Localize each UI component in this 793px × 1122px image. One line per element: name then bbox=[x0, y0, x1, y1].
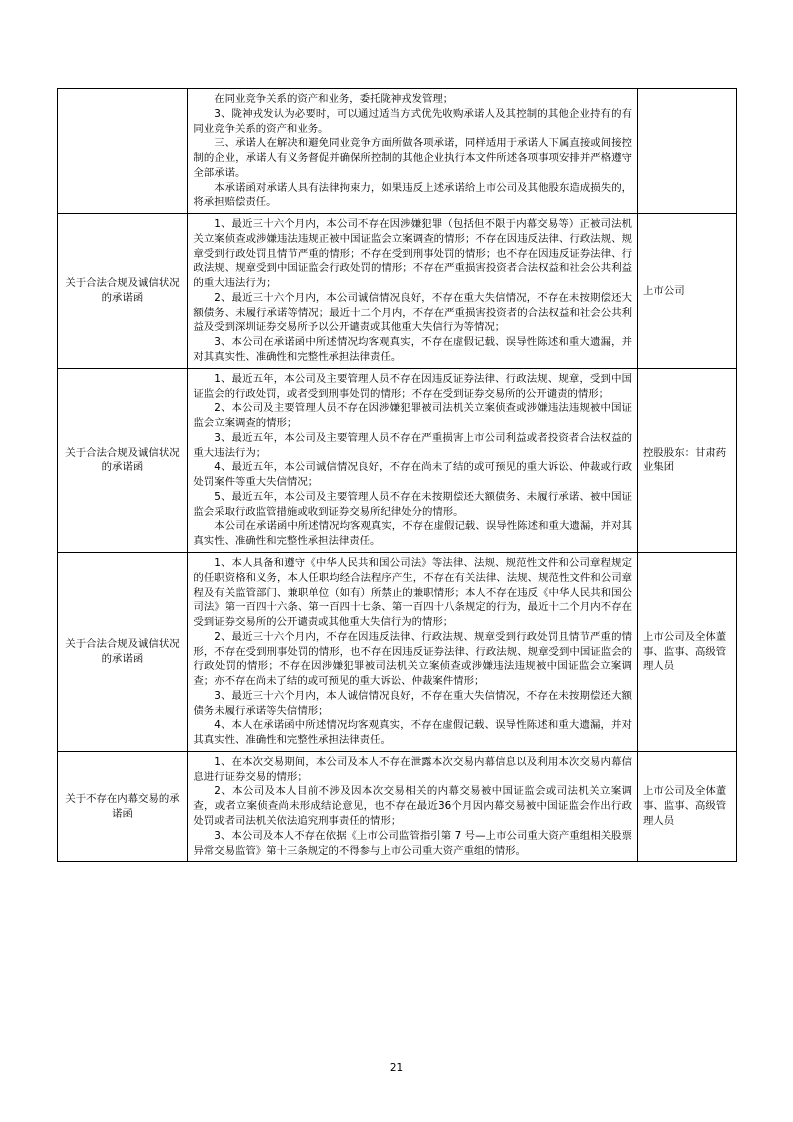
body-paragraph: 1、最近三十六个月内，本公司不存在因涉嫌犯罪（包括但不限于内幕交易等）正被司法机关立案侦查或涉嫌违法违规正被中国证监会立案调查的情形；不存在因违反法律、行政法规、规章受到行政处罚且情节严重的情形；不存在受到刑事处罚的情形；也不存在因违反证券法律、行政法规、规章受到中国证监会行政处罚的情形；不存在严重损害投资者合法权益和社会公共利益的重大违法行为； bbox=[193, 218, 633, 290]
body-paragraph: 1、最近五年，本公司及主要管理人员不存在因违反证券法律、行政法规、规章，受到中国证监会的行政处罚，或者受到刑事处罚的情形；不存在受到证券交易所的公开谴责的情形； bbox=[193, 372, 633, 400]
body-paragraph: 5、最近五年，本公司及主要管理人员不存在未按期偿还大额债务、未履行承诺、被中国证监会采取行政监管措施或收到证券交易所纪律处分的情形。 bbox=[193, 490, 633, 518]
row-title-cell: 关于不存在内幕交易的承诺函 bbox=[57, 751, 188, 861]
body-paragraph: 4、最近五年，本公司诚信情况良好，不存在尚未了结的或可预见的重大诉讼、仲裁或行政处罚案件等重大失信情况； bbox=[193, 461, 633, 489]
table-row bbox=[57, 552, 736, 751]
row-party-cell bbox=[638, 89, 736, 214]
body-paragraph: 2、最近三十六个月内，不存在因违反法律、行政法规、规章受到行政处罚且情节严重的情形，不存在受到刑事处罚的情形，也不存在因违反证券法律、行政法规、规章受到中国证监会的行政处罚的情形；不存在因涉嫌犯罪被司法机关立案侦查或涉嫌违法违规被中国证监会立案调查；亦不存在尚未了结的或可预见的重大诉讼、仲裁案件情形； bbox=[193, 630, 633, 688]
table-row bbox=[57, 89, 736, 214]
row-title-cell bbox=[57, 89, 188, 214]
body-paragraph: 1、在本次交易期间，本公司及本人不存在泄露本次交易内幕信息以及利用本次交易内幕信息进行证券交易的情形； bbox=[193, 755, 633, 783]
row-party-cell: 上市公司 bbox=[638, 214, 736, 369]
row-title-cell: 关于合法合规及诚信状况的承诺函 bbox=[57, 214, 188, 369]
body-paragraph: 2、最近三十六个月内，本公司诚信情况良好，不存在重大失信情况，不存在未按期偿还大额债务、未履行承诺等情况；最近十二个月内，不存在严重损害投资者的合法权益和社会公共利益及受到深圳证券交易所予以公开谴责或其他重大失信行为等情况； bbox=[193, 291, 633, 334]
commitment-letters-table bbox=[57, 88, 737, 862]
row-body-cell bbox=[188, 552, 638, 751]
body-paragraph: 2、本公司及主要管理人员不存在因涉嫌犯罪被司法机关立案侦查或涉嫌违法违规被中国证监会立案调查的情形； bbox=[193, 402, 633, 430]
table-row bbox=[57, 214, 736, 369]
body-paragraph: 本公司在承诺函中所述情况均客观真实，不存在虚假记载、误导性陈述和重大遗漏，并对其真实性、准确性和完整性承担法律责任。 bbox=[193, 520, 633, 548]
body-paragraph: 2、本公司及本人目前不涉及因本次交易相关的内幕交易被中国证监会或司法机关立案调查，或者立案侦查尚未形成结论意见，也不存在最近36个月因内幕交易被中国证监会作出行政处罚或者司法机关依法追究刑事责任的情形； bbox=[193, 785, 633, 827]
body-paragraph: 三、承诺人在解决和避免同业竞争方面所做各项承诺，同样适用于承诺人下属直接或间接控制的企业，承诺人有义务督促并确保所控制的其他企业执行本文件所述各项事项安排并严格遵守全部承诺。 bbox=[193, 137, 633, 179]
row-party-cell: 上市公司及全体董事、监事、高级管理人员 bbox=[638, 552, 736, 751]
row-body-cell bbox=[188, 751, 638, 861]
body-paragraph: 4、本人在承诺函中所述情况均客观真实，不存在虚假记载、误导性陈述和重大遗漏，并对其真实性、准确性和完整性承担法律责任。 bbox=[193, 719, 633, 747]
body-paragraph: 3、本公司及本人不存在依据《上市公司监管指引第 7 号—上市公司重大资产重组相关股票异常交易监管》第十三条规定的不得参与上市公司重大资产重组的情形。 bbox=[193, 829, 633, 857]
row-body-cell bbox=[188, 89, 638, 214]
row-party-cell: 控股股东：甘肃药业集团 bbox=[638, 368, 736, 552]
body-paragraph: 3、陇神戎发认为必要时，可以通过适当方式优先收购承诺人及其控制的其他企业持有的有同业竞争关系的资产和业务。 bbox=[193, 107, 633, 135]
row-body-cell bbox=[188, 214, 638, 369]
body-paragraph: 1、本人具备和遵守《中华人民共和国公司法》等法律、法规、规范性文件和公司章程规定的任职资格和义务，本人任职均经合法程序产生，不存在有关法律、法规、规范性文件和公司章程及有关监管部门、兼职单位（如有）所禁止的兼职情形；本人不存在违反《中华人民共和国公司法》第一百四十六条、第一百四十七条、第一百四十八条规定的行为，最近十二个月内不存在受到证券交易所的公开谴责或其他重大失信行为的情形； bbox=[193, 556, 633, 629]
body-paragraph: 3、最近五年，本公司及主要管理人员不存在严重损害上市公司利益或者投资者合法权益的重大违法行为； bbox=[193, 431, 633, 459]
table-body bbox=[57, 89, 736, 862]
table-row bbox=[57, 368, 736, 552]
page-number: 21 bbox=[389, 1062, 404, 1074]
body-paragraph: 3、本公司在承诺函中所述情况均客观真实，不存在虚假记载、误导性陈述和重大遗漏，并对其真实性、准确性和完整性承担法律责任。 bbox=[193, 336, 633, 364]
table-row bbox=[57, 751, 736, 861]
body-paragraph: 在同业竞争关系的资产和业务，委托陇神戎发管理； bbox=[214, 93, 454, 105]
row-title-cell: 关于合法合规及诚信状况的承诺函 bbox=[57, 368, 188, 552]
body-paragraph: 本承诺函对承诺人具有法律拘束力，如果违反上述承诺给上市公司及其他股东造成损失的，将承担赔偿责任。 bbox=[193, 181, 633, 209]
row-title-cell: 关于合法合规及诚信状况的承诺函 bbox=[57, 552, 188, 751]
row-party-cell: 上市公司及全体董事、监事、高级管理人员 bbox=[638, 751, 736, 861]
body-paragraph: 3、最近三十六个月内，本人诚信情况良好，不存在重大失信情况，不存在未按期偿还大额债务未履行承诺等失信情形； bbox=[193, 689, 633, 717]
row-body-cell bbox=[188, 368, 638, 552]
